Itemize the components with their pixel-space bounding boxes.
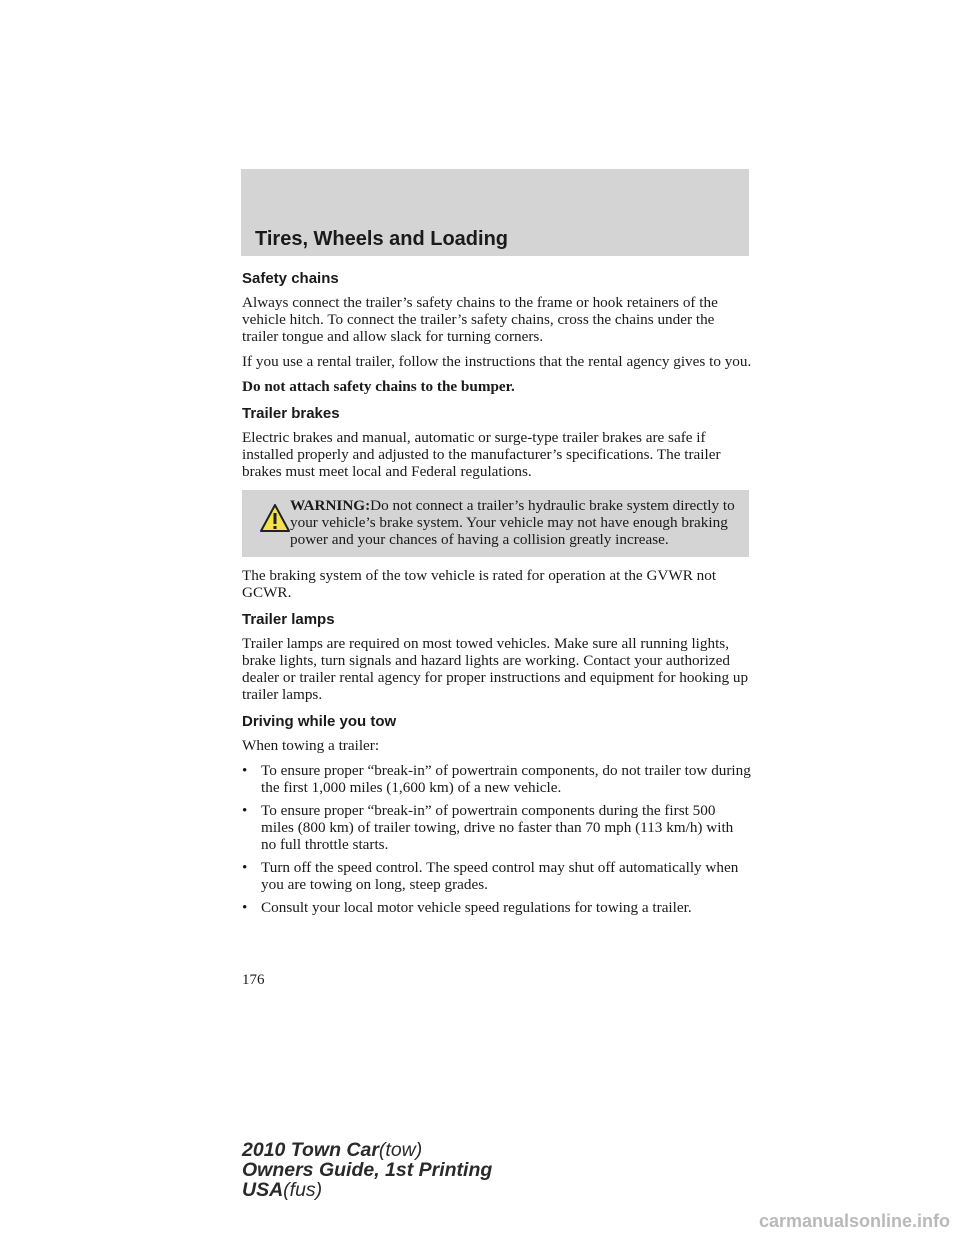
warning-text: Do not connect a trailer’s hydraulic brake system directly to your vehicle’s brake system. Your vehicle may not have enough braking power and your chances of having a collision greatly increase. <box>290 497 735 548</box>
warning-box <box>242 490 749 557</box>
list-item: • Consult your local motor vehicle speed regulations for towing a trailer. <box>242 899 692 916</box>
heading-safety-chains: Safety chains <box>242 270 339 287</box>
page-content <box>242 270 752 922</box>
list-item: • To ensure proper “break-in” of powertrain components, do not trailer tow during the first 1,000 miles (1,600 km) of a new vehicle. <box>242 762 751 796</box>
list-item: • To ensure proper “break-in” of powertrain components during the first 500 miles (800 km) of trailer towing, drive no faster than 70 mph (113 km/h) with no full throttle starts. <box>242 802 734 853</box>
page-number: 176 <box>242 972 265 988</box>
print-footer <box>242 1140 492 1200</box>
bold-notice: Do not attach safety chains to the bumper. <box>242 378 515 395</box>
bullet-icon: • <box>242 859 248 876</box>
warning-triangle-icon <box>259 503 291 533</box>
footer-model-code: (tow) <box>378 1139 423 1161</box>
list-item: • Turn off the speed control. The speed control may shut off automatically when you are towing on long, steep grades. <box>242 859 739 893</box>
paragraph: The braking system of the tow vehicle is rated for operation at the GVWR not GCWR. <box>242 567 717 601</box>
paragraph: Electric brakes and manual, automatic or surge-type trailer brakes are safe if installed properly and adjusted to the manufacturer’s specifications. The trailer brakes must meet local and Federal regulations. <box>242 429 721 480</box>
bullet-icon: • <box>242 899 248 916</box>
paragraph: When towing a trailer: <box>242 737 380 754</box>
footer-market: USA <box>242 1179 284 1201</box>
paragraph: If you use a rental trailer, follow the instructions that the rental agency gives to you. <box>242 353 752 370</box>
footer-edition: Owners Guide, 1st Printing <box>242 1159 493 1181</box>
warning-label: WARNING: <box>290 497 371 514</box>
heading-trailer-lamps: Trailer lamps <box>242 611 335 628</box>
paragraph: Always connect the trailer’s safety chains to the frame or hook retainers of the vehicle hitch. To connect the trailer’s safety chains, cross the chains under the trailer tongue and allow slack for turning corners. <box>242 294 718 345</box>
section-title: Tires, Wheels and Loading <box>255 228 509 250</box>
watermark: carmanualsonline.info <box>758 1211 950 1231</box>
bullet-icon: • <box>242 762 248 779</box>
heading-trailer-brakes: Trailer brakes <box>242 405 340 422</box>
bullet-list <box>242 762 752 916</box>
paragraph: Trailer lamps are required on most towed vehicles. Make sure all running lights, brake lights, turn signals and hazard lights are working. Contact your authorized dealer or trailer rental agency for proper instructions and equipment for hooking up trailer lamps. <box>242 635 749 703</box>
bullet-icon: • <box>242 802 248 819</box>
footer-market-code: (fus) <box>283 1179 323 1201</box>
heading-driving-while-you-tow: Driving while you tow <box>242 713 397 730</box>
section-header-band <box>241 169 749 256</box>
footer-model: 2010 Town Car <box>242 1139 379 1161</box>
